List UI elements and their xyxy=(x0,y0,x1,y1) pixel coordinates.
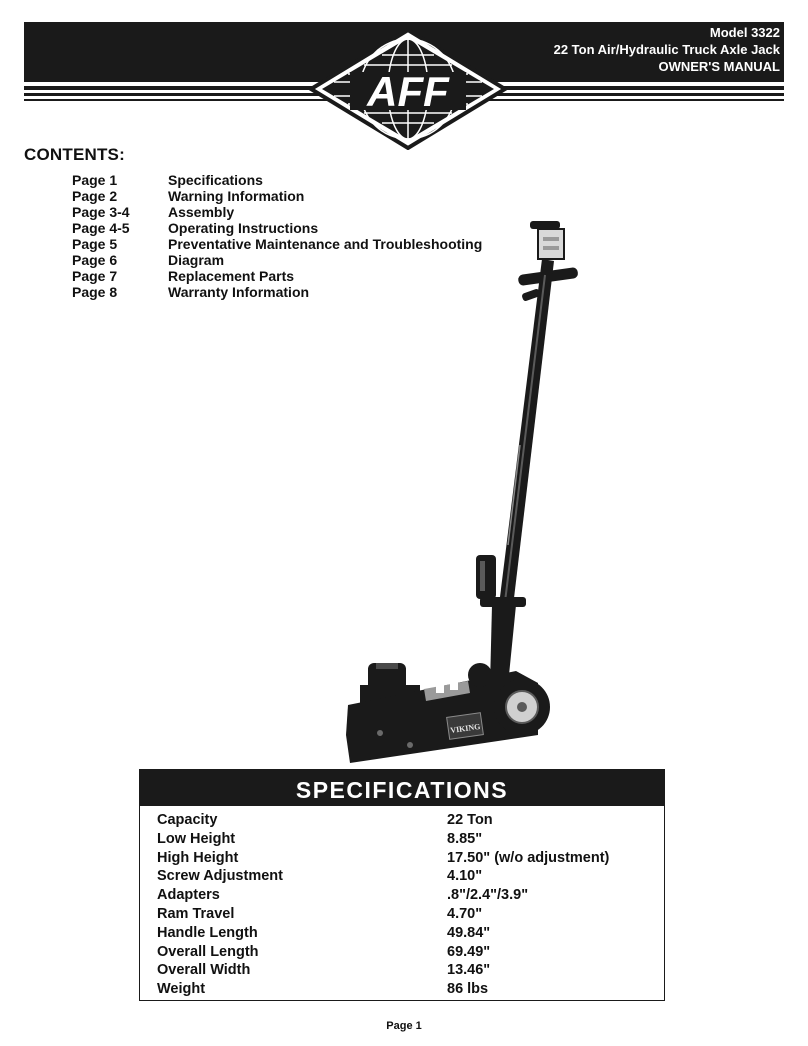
contents-title: CONTENTS: xyxy=(24,145,125,164)
air-valve-lever xyxy=(530,221,560,229)
handle-socket xyxy=(476,555,496,599)
model-number: Model 3322 xyxy=(709,25,780,40)
axle-jack-illustration xyxy=(340,215,580,765)
spec-row xyxy=(157,811,664,830)
specifications-title: SPECIFICATIONS xyxy=(140,770,664,806)
toc-title: Warranty Information xyxy=(168,284,310,300)
toc-title: Warning Information xyxy=(168,188,305,204)
spec-label: High Height xyxy=(157,849,239,866)
toc-page: Page 4-5 xyxy=(72,220,130,236)
toc-page: Page 7 xyxy=(72,268,118,284)
header-text xyxy=(554,24,780,75)
toc-title: Replacement Parts xyxy=(168,268,295,284)
spec-row xyxy=(157,924,664,943)
viking-badge-text: VIKING xyxy=(449,721,481,736)
spec-label: Adapters xyxy=(157,887,220,904)
spec-value: 13.46" xyxy=(447,962,491,979)
spec-value: 4.70" xyxy=(447,905,483,922)
toc-page: Page 1 xyxy=(72,172,118,188)
toc-page: Page 5 xyxy=(72,236,118,252)
spec-value: 22 Ton xyxy=(447,812,493,828)
spec-row xyxy=(157,961,664,980)
spec-label: Overall Length xyxy=(157,943,259,960)
aff-logo xyxy=(308,28,508,150)
spec-label: Screw Adjustment xyxy=(157,868,283,885)
spec-value: 17.50" (w/o adjustment) xyxy=(447,849,610,866)
toc-page: Page 3-4 xyxy=(72,204,130,220)
toc-row xyxy=(72,172,482,188)
spec-row xyxy=(157,980,664,999)
spec-label: Handle Length xyxy=(157,924,258,941)
page-number: Page 1 xyxy=(386,1020,422,1032)
spec-value: 4.10" xyxy=(447,868,483,885)
toc-page: Page 8 xyxy=(72,284,118,300)
spec-label: Overall Width xyxy=(157,962,251,979)
spec-value: 49.84" xyxy=(447,924,491,941)
toc-title: Operating Instructions xyxy=(168,220,319,236)
toc-title: Assembly xyxy=(168,204,235,220)
toc-page: Page 6 xyxy=(72,252,118,268)
spec-label: Weight xyxy=(157,981,206,998)
spec-value: 8.85" xyxy=(447,830,483,847)
spec-row xyxy=(157,830,664,849)
toc-page: Page 2 xyxy=(72,188,118,204)
spec-label: Capacity xyxy=(157,812,218,828)
toc-title: Diagram xyxy=(168,252,225,268)
spec-label: Ram Travel xyxy=(157,905,235,922)
spec-label: Low Height xyxy=(157,830,236,847)
spec-row xyxy=(157,943,664,962)
air-valve-icon xyxy=(538,229,564,259)
spec-row xyxy=(157,905,664,924)
logo-text: AFF xyxy=(367,68,449,115)
toc-title: Specifications xyxy=(168,172,263,188)
product-name: 22 Ton Air/Hydraulic Truck Axle Jack xyxy=(553,42,780,57)
toc-title: Preventative Maintenance and Troubleshooting xyxy=(168,236,483,252)
spec-value: 69.49" xyxy=(447,943,491,960)
specifications-rows xyxy=(140,806,664,999)
spec-value: 86 lbs xyxy=(447,981,489,998)
spec-value: .8"/2.4"/3.9" xyxy=(447,887,529,904)
toc-row xyxy=(72,188,482,204)
spec-row xyxy=(157,867,664,886)
spec-row xyxy=(157,886,664,905)
specifications-table xyxy=(139,769,665,1001)
spec-row xyxy=(157,849,664,868)
manual-type: OWNER'S MANUAL xyxy=(658,59,780,74)
